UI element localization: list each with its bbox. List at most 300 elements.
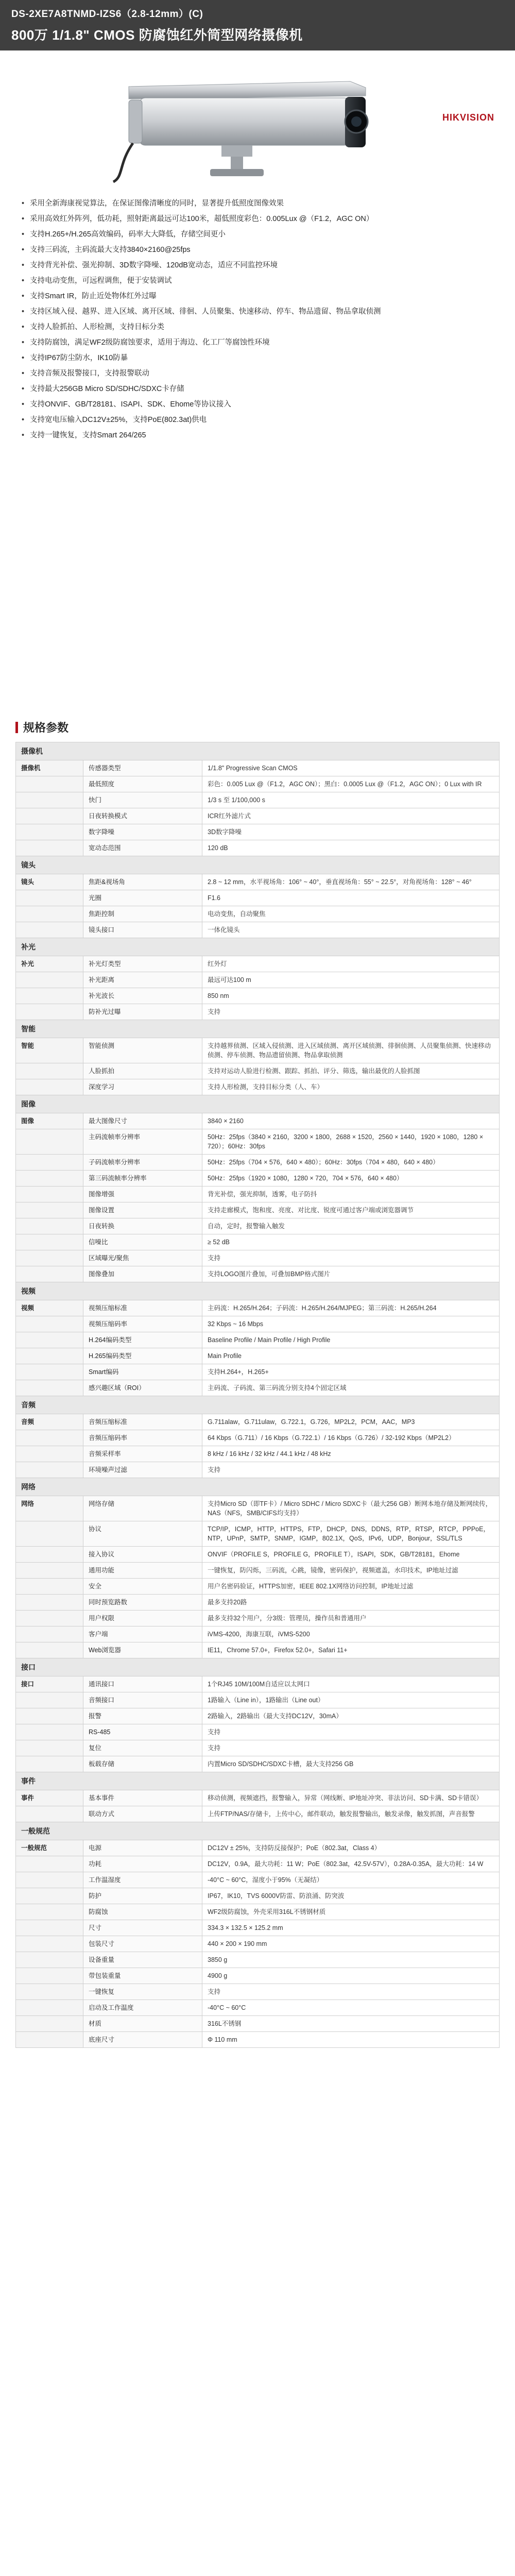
spec-key: 同时预览路数: [83, 1595, 202, 1611]
product-subtitle: 800万 1/1.8" CMOS 防腐蚀红外筒型网络摄像机: [11, 27, 303, 43]
spec-category: [16, 1888, 83, 1904]
spec-row: [16, 1113, 500, 1129]
spec-key: 焦距控制: [83, 906, 202, 922]
spec-row: [16, 922, 500, 938]
spec-row: [16, 1547, 500, 1563]
spec-key: 客户端: [83, 1626, 202, 1642]
spec-key: 网络存储: [83, 1496, 202, 1521]
spec-group-label: 摄像机: [16, 742, 500, 760]
spec-category: 视频: [16, 1300, 83, 1316]
spec-category: [16, 1218, 83, 1234]
feature-item: • 采用全新海康视觉算法，在保证图像清晰度的同时，显著提升低照度图像效果: [21, 196, 494, 211]
spec-value: 最多支持32个用户，分3级：管理员，操作员和普通用户: [202, 1611, 500, 1626]
spec-value: 上传FTP/NAS/存储卡，上传中心，邮件联动，触发报警输出，触发录像，触发抓图，声音报警: [202, 1806, 500, 1822]
brand-logo: HIKVISION: [442, 112, 494, 123]
spec-category: [16, 1171, 83, 1187]
spec-row: [16, 874, 500, 890]
spec-category: [16, 2016, 83, 2032]
spec-value: 1/3 s 至 1/100,000 s: [202, 792, 500, 808]
spec-row: [16, 1250, 500, 1266]
spec-key: 环境噪声过滤: [83, 1462, 202, 1478]
spec-category: [16, 1332, 83, 1348]
spec-row: [16, 1872, 500, 1888]
spec-value: 120 dB: [202, 840, 500, 856]
spec-row: [16, 1332, 500, 1348]
spec-group-row: [16, 1658, 500, 1676]
spec-category: [16, 1348, 83, 1364]
feature-item: • 支持IP67防尘防水，IK10防暴: [21, 350, 494, 366]
spec-row: [16, 1316, 500, 1332]
spec-key: 智能侦测: [83, 1038, 202, 1063]
spec-row: [16, 1756, 500, 1772]
spec-category: [16, 1626, 83, 1642]
spec-row: [16, 1496, 500, 1521]
spec-value: IP67，IK10，TVS 6000V防雷、防浪涌、防突波: [202, 1888, 500, 1904]
spec-group-row: [16, 1822, 500, 1840]
spec-key: 通讯接口: [83, 1676, 202, 1692]
spec-group-label: 音频: [16, 1396, 500, 1414]
spec-key: Web浏览器: [83, 1642, 202, 1658]
feature-item: • 支持音频及报警接口，支持报警联动: [21, 366, 494, 381]
spec-row: [16, 1004, 500, 1020]
feature-item: • 支持H.265+/H.265高效编码，码率大大降低，存储空间更小: [21, 227, 494, 242]
spec-category: [16, 1724, 83, 1740]
spec-value: 用户名密码验证，HTTPS加密，IEEE 802.1X网络访问控制，IP地址过滤: [202, 1579, 500, 1595]
spec-key: 图像设置: [83, 1202, 202, 1218]
spec-key: 补光灯类型: [83, 956, 202, 972]
spec-row: [16, 1840, 500, 1856]
spec-category: [16, 1740, 83, 1756]
model-number: DS-2XE7A8TNMD-IZS6（2.8-12mm）(C): [11, 9, 203, 20]
spec-key: 联动方式: [83, 1806, 202, 1822]
spec-key: 最大图像尺寸: [83, 1113, 202, 1129]
spec-category: [16, 1446, 83, 1462]
spec-key: 音频采样率: [83, 1446, 202, 1462]
feature-list: [21, 196, 494, 443]
spec-value: 主码流：H.265/H.264；子码流：H.265/H.264/MJPEG；第三码流：H.265/H.264: [202, 1300, 500, 1316]
spec-row: [16, 808, 500, 824]
spec-row: [16, 1888, 500, 1904]
spec-row: [16, 2032, 500, 2048]
spec-row: [16, 1079, 500, 1095]
spec-row: [16, 1626, 500, 1642]
spec-row: [16, 1984, 500, 2000]
spec-group-label: 智能: [16, 1020, 500, 1038]
spec-category: [16, 1155, 83, 1171]
spec-key: 人脸抓拍: [83, 1063, 202, 1079]
spec-category: [16, 1692, 83, 1708]
feature-item: • 支持一键恢复，支持Smart 264/265: [21, 428, 494, 443]
spec-category: [16, 840, 83, 856]
spec-category: [16, 1266, 83, 1282]
spec-value: ≥ 52 dB: [202, 1234, 500, 1250]
camera-illustration: [108, 66, 417, 184]
spec-category: [16, 1430, 83, 1446]
spec-category: [16, 1380, 83, 1396]
spec-key: 底座尺寸: [83, 2032, 202, 2048]
spec-row: [16, 1790, 500, 1806]
spec-category: [16, 988, 83, 1004]
spec-row: [16, 1171, 500, 1187]
spec-value: 3840 × 2160: [202, 1113, 500, 1129]
spec-value: 一体化镜头: [202, 922, 500, 938]
feature-item: • 支持背光补偿、强光抑制、3D数字降噪、120dB宽动态，适应不同监控环境: [21, 258, 494, 273]
spec-value: 32 Kbps ~ 16 Mbps: [202, 1316, 500, 1332]
spec-category: 网络: [16, 1496, 83, 1521]
spec-category: [16, 1806, 83, 1822]
spec-category: [16, 1579, 83, 1595]
spec-key: 材质: [83, 2016, 202, 2032]
spec-value: 50Hz：25fps（1920 × 1080，1280 × 720，704 × 576，640 × 480）: [202, 1171, 500, 1187]
spec-category: [16, 1202, 83, 1218]
spec-group-row: [16, 1095, 500, 1113]
spec-category: [16, 1856, 83, 1872]
spec-category: [16, 824, 83, 840]
spec-category: [16, 1187, 83, 1202]
spec-row: [16, 1266, 500, 1282]
spec-key: 带包装重量: [83, 1968, 202, 1984]
spec-key: 焦距&视场角: [83, 874, 202, 890]
spec-value: 支持H.264+，H.265+: [202, 1364, 500, 1380]
spec-row: [16, 776, 500, 792]
spec-group-row: [16, 1396, 500, 1414]
spec-row: [16, 1187, 500, 1202]
spec-key: 深度学习: [83, 1079, 202, 1095]
spec-row: [16, 1202, 500, 1218]
spec-category: 智能: [16, 1038, 83, 1063]
spec-category: [16, 1462, 83, 1478]
title-bar: [0, 0, 515, 50]
spec-value: 支持: [202, 1740, 500, 1756]
spec-category: [16, 922, 83, 938]
spec-key: 图像叠加: [83, 1266, 202, 1282]
spec-key: 镜头接口: [83, 922, 202, 938]
spec-row: [16, 1968, 500, 1984]
spec-value: 2路输入，2路输出（最大支持DC12V，30mA）: [202, 1708, 500, 1724]
spec-value: 主码流、子码流、第三码流分别支持4个固定区域: [202, 1380, 500, 1396]
spec-key: 补光波长: [83, 988, 202, 1004]
feature-item: • 支持Smart IR，防止近处物体红外过曝: [21, 289, 494, 304]
spec-category: [16, 1129, 83, 1155]
spec-category: 事件: [16, 1790, 83, 1806]
spec-table: [15, 742, 500, 2048]
spec-value: 334.3 × 132.5 × 125.2 mm: [202, 1920, 500, 1936]
spec-value: 支持走廊模式，饱和度、亮度、对比度、锐度可通过客户端或浏览器调节: [202, 1202, 500, 1218]
spec-category: [16, 808, 83, 824]
feature-item: • 支持人脸抓拍、人形检测，支持目标分类: [21, 319, 494, 335]
spec-key: 报警: [83, 1708, 202, 1724]
spec-group-label: 镜头: [16, 856, 500, 874]
spec-row: [16, 1218, 500, 1234]
spec-row: [16, 840, 500, 856]
spec-category: [16, 1521, 83, 1547]
spec-category: [16, 906, 83, 922]
spec-key: 防腐蚀: [83, 1904, 202, 1920]
spec-value: DC12V ± 25%，支持防反接保护；PoE（802.3at，Class 4）: [202, 1840, 500, 1856]
spec-value: 电动变焦，自动聚焦: [202, 906, 500, 922]
spec-row: [16, 1063, 500, 1079]
spec-value: 支持: [202, 1984, 500, 2000]
spec-row: [16, 1234, 500, 1250]
spec-category: [16, 1234, 83, 1250]
spec-value: 红外灯: [202, 956, 500, 972]
spec-key: 视频压缩码率: [83, 1316, 202, 1332]
spec-value: 2.8 ~ 12 mm，水平视场角：106° ~ 40°，垂直视场角：55° ~ 22.5°，对角视场角：128° ~ 46°: [202, 874, 500, 890]
spec-row: [16, 1521, 500, 1547]
spec-row: [16, 1920, 500, 1936]
spec-key: 通用功能: [83, 1563, 202, 1579]
spec-category: [16, 972, 83, 988]
spec-category: [16, 1756, 83, 1772]
spec-key: 主码流帧率分辨率: [83, 1129, 202, 1155]
spec-row: [16, 1155, 500, 1171]
spec-row: [16, 1692, 500, 1708]
spec-value: Baseline Profile / Main Profile / High Profile: [202, 1332, 500, 1348]
spec-group-row: [16, 1772, 500, 1790]
spec-row: [16, 1708, 500, 1724]
spec-category: [16, 1563, 83, 1579]
spec-row: [16, 1642, 500, 1658]
spec-key: 日夜转换模式: [83, 808, 202, 824]
spec-category: 图像: [16, 1113, 83, 1129]
spec-row: [16, 1740, 500, 1756]
spec-key: 用户权限: [83, 1611, 202, 1626]
spec-category: [16, 1063, 83, 1079]
spec-value: 1路输入（Line in），1路输出（Line out）: [202, 1692, 500, 1708]
spec-group-row: [16, 1478, 500, 1496]
feature-item: • 支持宽电压输入DC12V±25%，支持PoE(802.3at)供电: [21, 412, 494, 428]
spec-value: 支持: [202, 1004, 500, 1020]
spec-heading: 规格参数: [15, 719, 68, 735]
spec-row: [16, 1414, 500, 1430]
spec-key: 第三码流帧率分辨率: [83, 1171, 202, 1187]
spec-value: 支持越界侦测、区域入侵侦测、进入区域侦测、离开区域侦测、徘徊侦测、人员聚集侦测、快速移动侦测、停车侦测、物品遗留侦测、物品拿取侦测: [202, 1038, 500, 1063]
spec-group-row: [16, 1020, 500, 1038]
spec-row: [16, 906, 500, 922]
spec-key: 功耗: [83, 1856, 202, 1872]
spec-value: 支持LOGO图片叠加，可叠加BMP格式图片: [202, 1266, 500, 1282]
spec-value: 4900 g: [202, 1968, 500, 1984]
spec-category: [16, 1708, 83, 1724]
spec-category: [16, 1920, 83, 1936]
spec-key: H.265编码类型: [83, 1348, 202, 1364]
spec-value: 移动侦测，视频遮挡，报警输入，异常（网线断、IP地址冲突、非法访问、SD卡满、SD卡错误）: [202, 1790, 500, 1806]
spec-key: 一键恢复: [83, 1984, 202, 2000]
spec-category: [16, 890, 83, 906]
spec-row: [16, 1724, 500, 1740]
spec-row: [16, 1364, 500, 1380]
spec-group-row: [16, 856, 500, 874]
spec-row: [16, 1856, 500, 1872]
spec-key: 快门: [83, 792, 202, 808]
feature-item: • 采用高效红外阵列，低功耗，照射距离最远可达100米，超低照度彩色：0.005Lux @（F1.2，AGC ON）: [21, 211, 494, 227]
spec-category: 一般规范: [16, 1840, 83, 1856]
spec-value: 316L不锈钢: [202, 2016, 500, 2032]
spec-value: F1.6: [202, 890, 500, 906]
spec-value: 支持对运动人脸进行检测、跟踪、抓拍、评分、筛选，输出最优的人脸抓图: [202, 1063, 500, 1079]
spec-row: [16, 1611, 500, 1626]
spec-row: [16, 2000, 500, 2016]
spec-row: [16, 1595, 500, 1611]
spec-row: [16, 1579, 500, 1595]
feature-item: • 支持区域入侵、越界、进入区域、离开区域、徘徊、人员聚集、快速移动、停车、物品遗留、物品拿取侦测: [21, 304, 494, 319]
spec-value: 一键恢复，防闪烁，三码流，心跳，镜像，密码保护，视频遮盖，水印技术，IP地址过滤: [202, 1563, 500, 1579]
spec-key: 工作温湿度: [83, 1872, 202, 1888]
spec-key: 音频压缩码率: [83, 1430, 202, 1446]
spec-value: 最远可达100 m: [202, 972, 500, 988]
heading-marker: [15, 722, 18, 733]
spec-key: 安全: [83, 1579, 202, 1595]
spec-row: [16, 1038, 500, 1063]
spec-value: 50Hz：25fps（3840 × 2160，3200 × 1800，2688 × 1520，2560 × 1440，1920 × 1080，1280 × 720）；60Hz：30fps: [202, 1129, 500, 1155]
spec-value: 背光补偿，强光抑制，透雾，电子防抖: [202, 1187, 500, 1202]
spec-value: 3850 g: [202, 1952, 500, 1968]
spec-value: DC12V，0.9A，最大功耗：11 W；PoE（802.3at，42.5V-57V），0.28A-0.35A，最大功耗：14 W: [202, 1856, 500, 1872]
spec-row: [16, 2016, 500, 2032]
spec-category: [16, 1595, 83, 1611]
spec-key: 防补光过曝: [83, 1004, 202, 1020]
spec-category: [16, 1952, 83, 1968]
spec-category: [16, 1250, 83, 1266]
feature-item: • 支持电动变焦，可远程调焦，便于安装调试: [21, 273, 494, 289]
spec-row: [16, 1129, 500, 1155]
spec-value: 自动，定时，报警输入触发: [202, 1218, 500, 1234]
spec-value: Φ 110 mm: [202, 2032, 500, 2048]
spec-category: [16, 792, 83, 808]
spec-key: 防护: [83, 1888, 202, 1904]
spec-key: 信噪比: [83, 1234, 202, 1250]
spec-group-label: 补光: [16, 938, 500, 956]
spec-group-row: [16, 742, 500, 760]
spec-key: 音频接口: [83, 1692, 202, 1708]
spec-category: [16, 1642, 83, 1658]
spec-value: 1个RJ45 10M/100M自适应以太网口: [202, 1676, 500, 1692]
spec-category: [16, 1611, 83, 1626]
spec-value: 64 Kbps（G.711）/ 16 Kbps（G.722.1）/ 16 Kbps（G.726）/ 32-192 Kbps（MP2L2）: [202, 1430, 500, 1446]
spec-key: 包装尺寸: [83, 1936, 202, 1952]
spec-row: [16, 1936, 500, 1952]
spec-value: ICR红外滤片式: [202, 808, 500, 824]
spec-key: 电源: [83, 1840, 202, 1856]
spec-key: H.264编码类型: [83, 1332, 202, 1348]
spec-value: -40°C ~ 60°C: [202, 2000, 500, 2016]
spec-row: [16, 956, 500, 972]
feature-item: • 支持最大256GB Micro SD/SDHC/SDXC卡存储: [21, 381, 494, 397]
spec-category: [16, 1004, 83, 1020]
spec-key: 基本事件: [83, 1790, 202, 1806]
spec-value: 440 × 200 × 190 mm: [202, 1936, 500, 1952]
spec-row: [16, 1904, 500, 1920]
spec-group-label: 网络: [16, 1478, 500, 1496]
spec-group-label: 接口: [16, 1658, 500, 1676]
spec-value: 支持人形检测，支持目标分类（人、车）: [202, 1079, 500, 1095]
spec-value: G.711alaw，G.711ulaw，G.722.1，G.726，MP2L2，PCM，AAC，MP3: [202, 1414, 500, 1430]
spec-value: 彩色：0.005 Lux @（F1.2，AGC ON）；黑白：0.0005 Lux @（F1.2，AGC ON）；0 Lux with IR: [202, 776, 500, 792]
spec-value: 最多支持20路: [202, 1595, 500, 1611]
spec-value: iVMS-4200，海康互联，iVMS-5200: [202, 1626, 500, 1642]
spec-category: [16, 1984, 83, 2000]
spec-row: [16, 1300, 500, 1316]
spec-category: [16, 2000, 83, 2016]
spec-group-label: 图像: [16, 1095, 500, 1113]
spec-category: 镜头: [16, 874, 83, 890]
spec-category: [16, 1079, 83, 1095]
spec-key: 补光距离: [83, 972, 202, 988]
spec-category: [16, 776, 83, 792]
spec-group-row: [16, 1282, 500, 1300]
spec-category: [16, 1936, 83, 1952]
spec-category: 补光: [16, 956, 83, 972]
spec-value: 8 kHz / 16 kHz / 32 kHz / 44.1 kHz / 48 kHz: [202, 1446, 500, 1462]
spec-key: 图像增强: [83, 1187, 202, 1202]
spec-row: [16, 972, 500, 988]
spec-category: 音频: [16, 1414, 83, 1430]
feature-item: • 支持三码流，主码流最大支持3840×2160@25fps: [21, 242, 494, 258]
spec-row: [16, 1446, 500, 1462]
spec-value: 50Hz：25fps（704 × 576，640 × 480）；60Hz：30fps（704 × 480，640 × 480）: [202, 1155, 500, 1171]
spec-row: [16, 1380, 500, 1396]
spec-value: ONVIF（PROFILE S，PROFILE G，PROFILE T），ISAPI，SDK，GB/T28181，Ehome: [202, 1547, 500, 1563]
spec-value: -40°C ~ 60°C，湿度小于95%（无凝结）: [202, 1872, 500, 1888]
spec-value: TCP/IP，ICMP，HTTP，HTTPS，FTP，DHCP，DNS，DDNS，RTP，RTSP，RTCP，PPPoE，NTP，UPnP，SMTP，SNMP，IGMP，802.1X，QoS，IPv6，UDP，Bonjour，SSL/TLS: [202, 1521, 500, 1547]
spec-key: 宽动态范围: [83, 840, 202, 856]
spec-key: 设备重量: [83, 1952, 202, 1968]
spec-value: 支持: [202, 1462, 500, 1478]
spec-key: 传感器类型: [83, 760, 202, 776]
spec-key: 数字降噪: [83, 824, 202, 840]
spec-group-label: 事件: [16, 1772, 500, 1790]
spec-value: 3D数字降噪: [202, 824, 500, 840]
spec-key: 光圈: [83, 890, 202, 906]
product-hero: [0, 50, 515, 190]
spec-key: 启动及工作温度: [83, 2000, 202, 2016]
spec-key: 子码流帧率分辨率: [83, 1155, 202, 1171]
spec-group-row: [16, 938, 500, 956]
spec-row: [16, 1462, 500, 1478]
spec-row: [16, 1563, 500, 1579]
feature-item: • 支持防腐蚀，满足WF2级防腐蚀要求，适用于海边、化工厂等腐蚀性环境: [21, 335, 494, 350]
spec-row: [16, 792, 500, 808]
spec-category: [16, 1364, 83, 1380]
spec-key: 接入协议: [83, 1547, 202, 1563]
spec-row: [16, 1806, 500, 1822]
spec-key: 感兴趣区域（ROI）: [83, 1380, 202, 1396]
spec-value: IE11，Chrome 57.0+，Firefox 52.0+，Safari 11+: [202, 1642, 500, 1658]
spec-row: [16, 988, 500, 1004]
spec-value: 内置Micro SD/SDHC/SDXC卡槽，最大支持256 GB: [202, 1756, 500, 1772]
spec-value: Main Profile: [202, 1348, 500, 1364]
spec-key: 视频压缩标准: [83, 1300, 202, 1316]
spec-category: [16, 2032, 83, 2048]
spec-category: [16, 1904, 83, 1920]
spec-group-label: 一般规范: [16, 1822, 500, 1840]
spec-category: 摄像机: [16, 760, 83, 776]
spec-key: 板载存储: [83, 1756, 202, 1772]
spec-key: Smart编码: [83, 1364, 202, 1380]
spec-key: 最低照度: [83, 776, 202, 792]
spec-value: 850 nm: [202, 988, 500, 1004]
spec-key: 区域曝光/聚焦: [83, 1250, 202, 1266]
spec-category: [16, 1968, 83, 1984]
spec-category: [16, 1316, 83, 1332]
spec-value: 支持: [202, 1724, 500, 1740]
spec-key: 日夜转换: [83, 1218, 202, 1234]
spec-row: [16, 1676, 500, 1692]
spec-value: 支持Micro SD（即TF卡）/ Micro SDHC / Micro SDXC卡（最大256 GB）断网本地存储及断网续传，NAS（NFS，SMB/CIFS均支持）: [202, 1496, 500, 1521]
spec-key: 复位: [83, 1740, 202, 1756]
spec-category: [16, 1547, 83, 1563]
spec-row: [16, 1430, 500, 1446]
